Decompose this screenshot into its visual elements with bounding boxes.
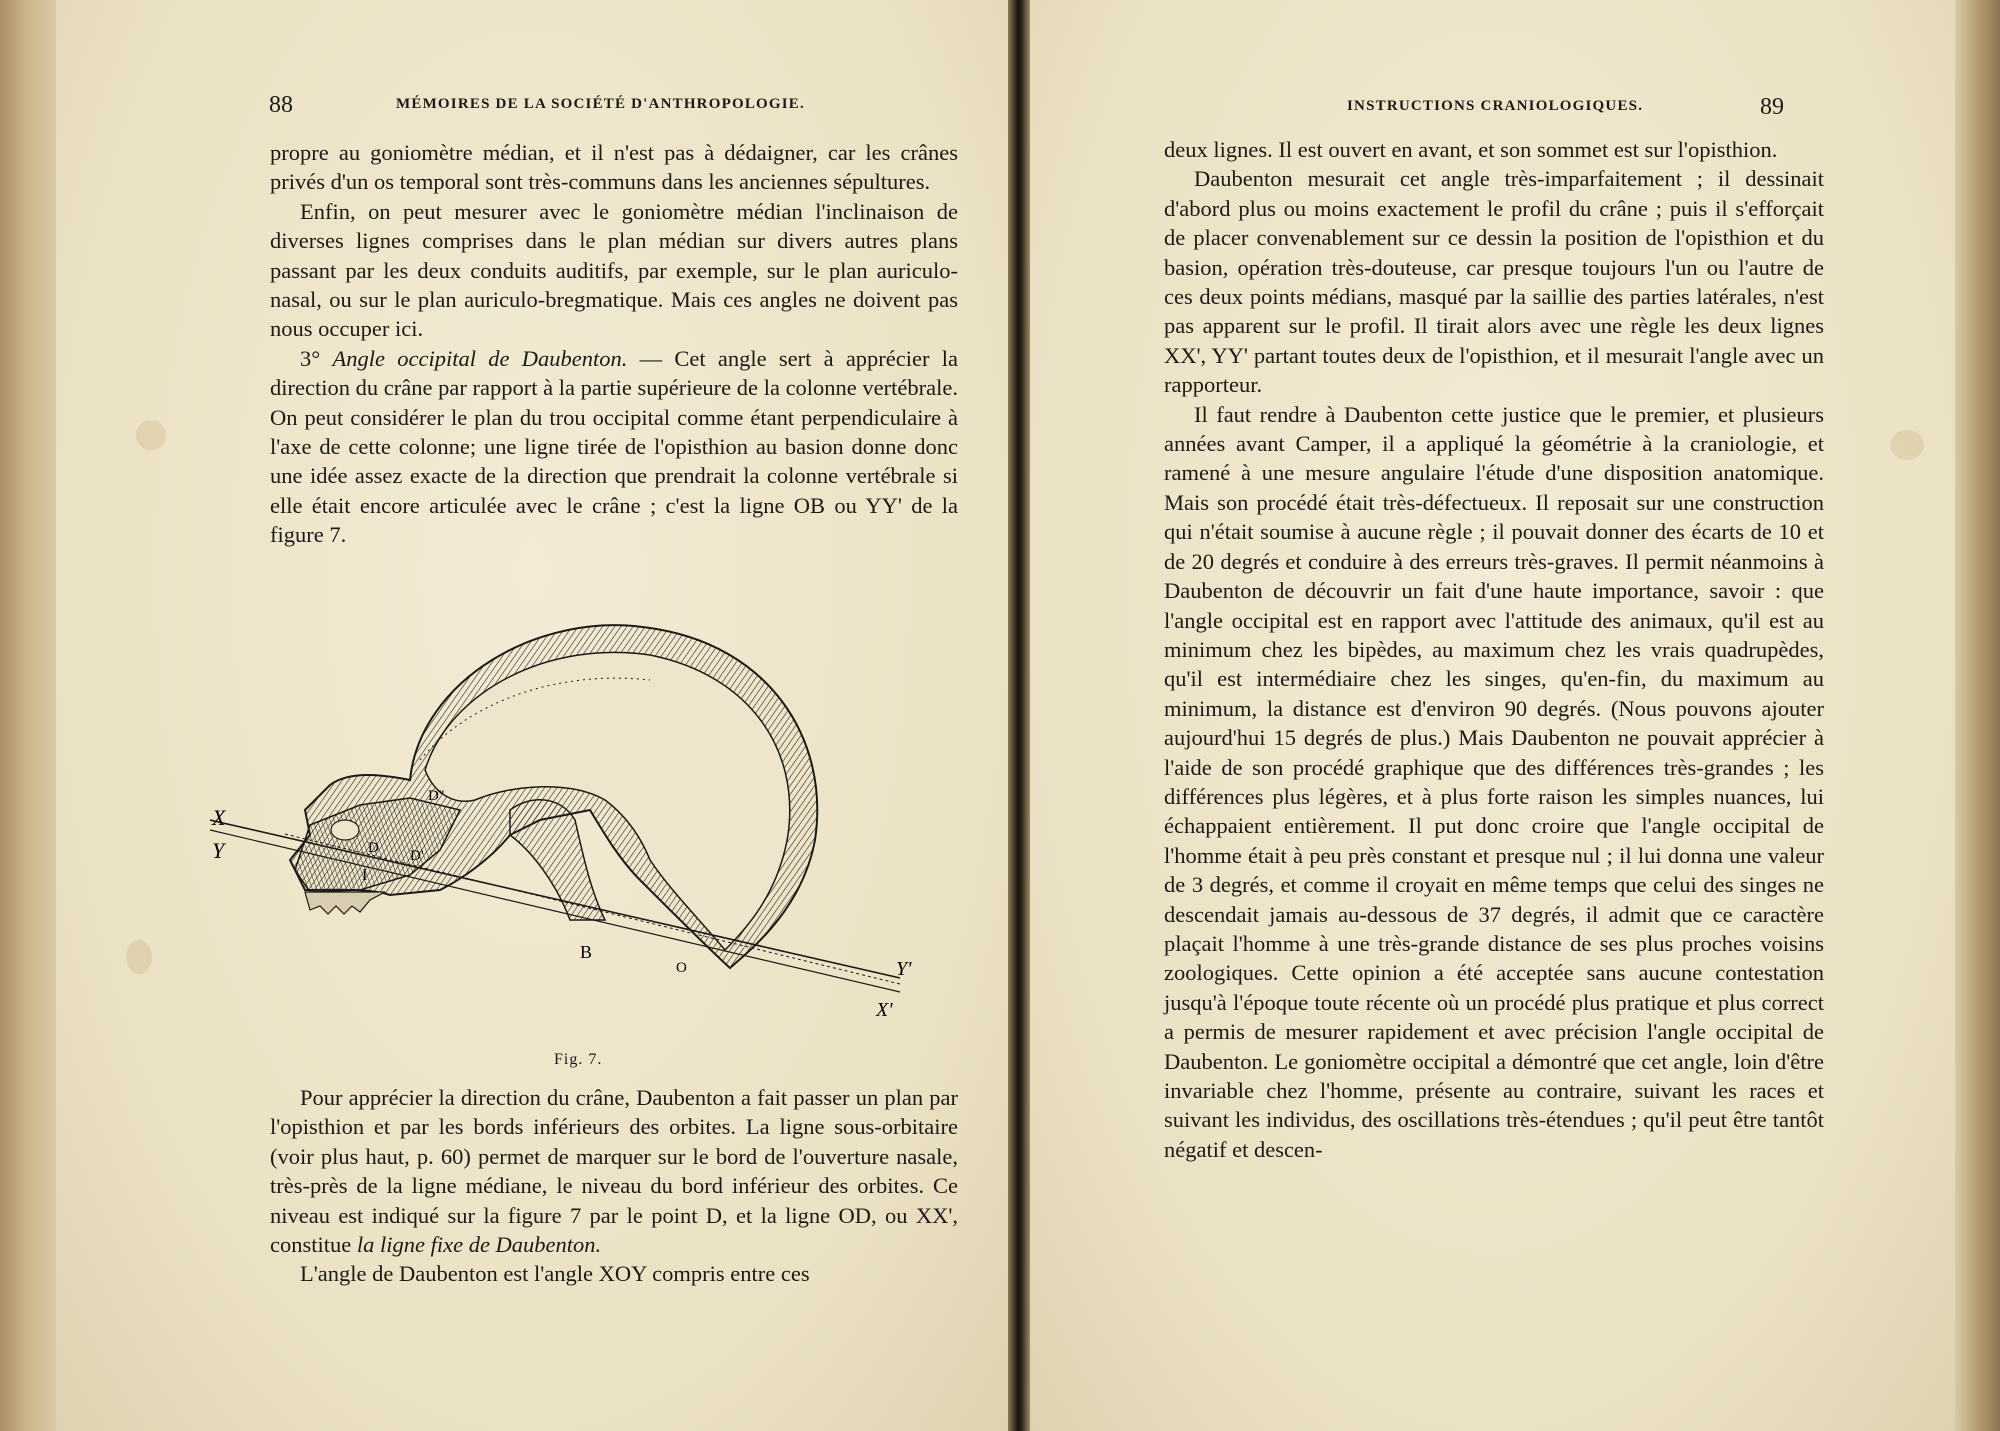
paragraph xyxy=(270,197,958,344)
paragraph xyxy=(270,1083,958,1259)
label-x: X xyxy=(212,805,226,830)
right-text xyxy=(1164,135,1824,1164)
label-o: O xyxy=(676,960,687,976)
paragraph xyxy=(1164,135,1824,164)
figure-caption: Fig. 7. xyxy=(554,1051,603,1068)
skull-base xyxy=(510,800,605,920)
book-gutter xyxy=(1008,0,1030,1431)
paragraph xyxy=(1164,400,1824,1165)
section-title: Angle occipital de Daubenton. xyxy=(332,345,628,371)
label-y-prime: Y' xyxy=(896,958,912,980)
right-page-edges xyxy=(1955,0,2000,1431)
page-number: 89 xyxy=(1760,94,1784,120)
paragraph xyxy=(1164,164,1824,399)
paragraph-text: — Cet angle sert à apprécier la direction du crâne par rapport à la partie supérieure de la colonne vertébrale. On peut considérer le plan du trou occipital comme étant perpendiculaire à l'axe de cette colonne; une ligne tirée de l'opisthion au basion donne donc une idée assez exacte de la direction que prendrait la colonne vertébrale si elle était encore articulée avec le crâne ; c'est la ligne OB ou YY' de la figure 7. xyxy=(270,345,958,548)
paper-stain xyxy=(136,420,166,450)
paragraph-text: Enfin, on peut mesurer avec le goniomètre médian l'inclinaison de diverses lignes comprises dans le plan médian sur divers autres plans passant par les deux conduits auditifs, par exemple, sur le plan auriculo-nasal, ou sur le plan auriculo-bregmatique. Mais ces angles ne doivent pas nous occuper ici. xyxy=(270,198,958,342)
paragraph-text: deux lignes. Il est ouvert en avant, et son sommet est sur l'opisthion. xyxy=(1164,137,1778,162)
paper-stain xyxy=(1890,430,1924,460)
section-number: 3° xyxy=(300,345,333,371)
left-page-edges xyxy=(0,0,64,1431)
label-d-prime: D' xyxy=(410,848,424,864)
italic-phrase: la ligne fixe de Daubenton. xyxy=(356,1232,602,1258)
label-d: D xyxy=(368,840,379,856)
paragraph-text: Daubenton mesurait cet angle très-imparfaitement ; il dessinait d'abord plus ou moins exactement le profil du crâne ; puis il s'efforçait de placer convenablement sur ce dessin la position de l'opisthion et du basion, opération très-douteuse, car presque toujours l'un ou l'autre de ces deux points médians, masqué par la saillie des parties latérales, n'est pas apparent sur le profil. Il tirait alors avec une règle les deux lignes XX', YY' partant toutes deux de l'opisthion, et il mesurait l'angle avec un rapporteur. xyxy=(1164,166,1824,398)
label-b: B xyxy=(580,942,593,962)
paragraph xyxy=(270,1259,958,1288)
label-i: I xyxy=(362,867,368,884)
orbit xyxy=(331,820,359,840)
left-text-bottom xyxy=(270,1083,958,1289)
paragraph-text: propre au goniomètre médian, et il n'est pas à dédaigner, car les crânes privés d'un os temporal sont très-communs dans les anciennes sépultures. xyxy=(270,140,958,195)
paragraph-text: Pour apprécier la direction du crâne, Daubenton a fait passer un plan par l'opisthion et par les bords inférieurs des orbites. La ligne sous-orbitaire (voir plus haut, p. 60) permet de marquer sur le bord de l'ouverture nasale, très-près de la ligne médiane, le niveau du bord inférieur des orbites. Ce niveau est indiqué sur la figure 7 par le point D, et la ligne OD, ou XX', constitue xyxy=(270,1085,958,1258)
right-page xyxy=(1030,0,1955,1431)
page-number: 88 xyxy=(269,92,293,118)
paragraph xyxy=(270,344,958,550)
label-y: Y xyxy=(212,838,225,863)
paragraph-text: Il faut rendre à Daubenton cette justice que le premier, et plusieurs années avant Camper, il a appliqué la géométrie à la craniologie, et ramené à une mesure angulaire l'étude d'une disposition anatomique. Mais son procédé était très-défectueux. Il reposait sur une construction qui n'était soumise à aucune règle ; il pouvait donner des écarts de 10 et de 20 degrés et conduire à des erreurs très-graves. Il permit néanmoins à Daubenton de découvrir un fait d'une haute importance, savoir : que l'angle occipital est en rapport avec l'attitude des animaux, qu'il est au minimum chez les bipèdes, au maximum chez les vrais quadrupèdes, qu'il est intermédiaire chez les singes, qu'en-fin, du maximum au minimum, la distance est d'environ 90 degrés. (Nous pouvons ajouter aujourd'hui 15 degrés de plus.) Mais Daubenton ne pouvait apprécier à l'aide de son procédé graphique que des différences très-grandes ; les différences plus légères, et à plus forte raison les simples nuances, lui échappaient entièrement. Il put donc croire que l'angle occipital de l'homme était à peu près constant et presque nul ; il lui donna une valeur de 3 degrés, et comme il croyait en même temps que celui des singes ne descendait jamais au-dessous de 37 degrés, il admit que ce caractère plaçait l'homme à une très-grande distance de ses plus proches voisins zoologiques. Cette opinion a été acceptée sans aucune contestation jusqu'à l'époque toute récente où un procédé plus pratique et plus correct a permis de mesurer rapidement et avec précision l'angle occipital de Daubenton. Le goniomètre occipital a démontré que cet angle, loin d'être invariable chez l'homme, présente au contraire, suivant les races et suivant les individus, des oscillations très-étendues ; qu'il peut être tantôt négatif et descen- xyxy=(1164,401,1824,1162)
teeth xyxy=(305,892,385,914)
running-head: INSTRUCTIONS CRANIOLOGIQUES. xyxy=(1347,98,1644,114)
label-x-prime: X' xyxy=(876,999,893,1021)
paragraph-text: L'angle de Daubenton est l'angle XOY compris entre ces xyxy=(300,1261,810,1287)
skull-figure xyxy=(210,620,930,1070)
paper-stain xyxy=(126,940,152,974)
paragraph xyxy=(270,138,958,197)
label-d-second: D'' xyxy=(428,788,445,804)
left-text-top xyxy=(270,138,958,550)
running-head: MÉMOIRES DE LA SOCIÉTÉ D'ANTHROPOLOGIE. xyxy=(396,96,805,112)
